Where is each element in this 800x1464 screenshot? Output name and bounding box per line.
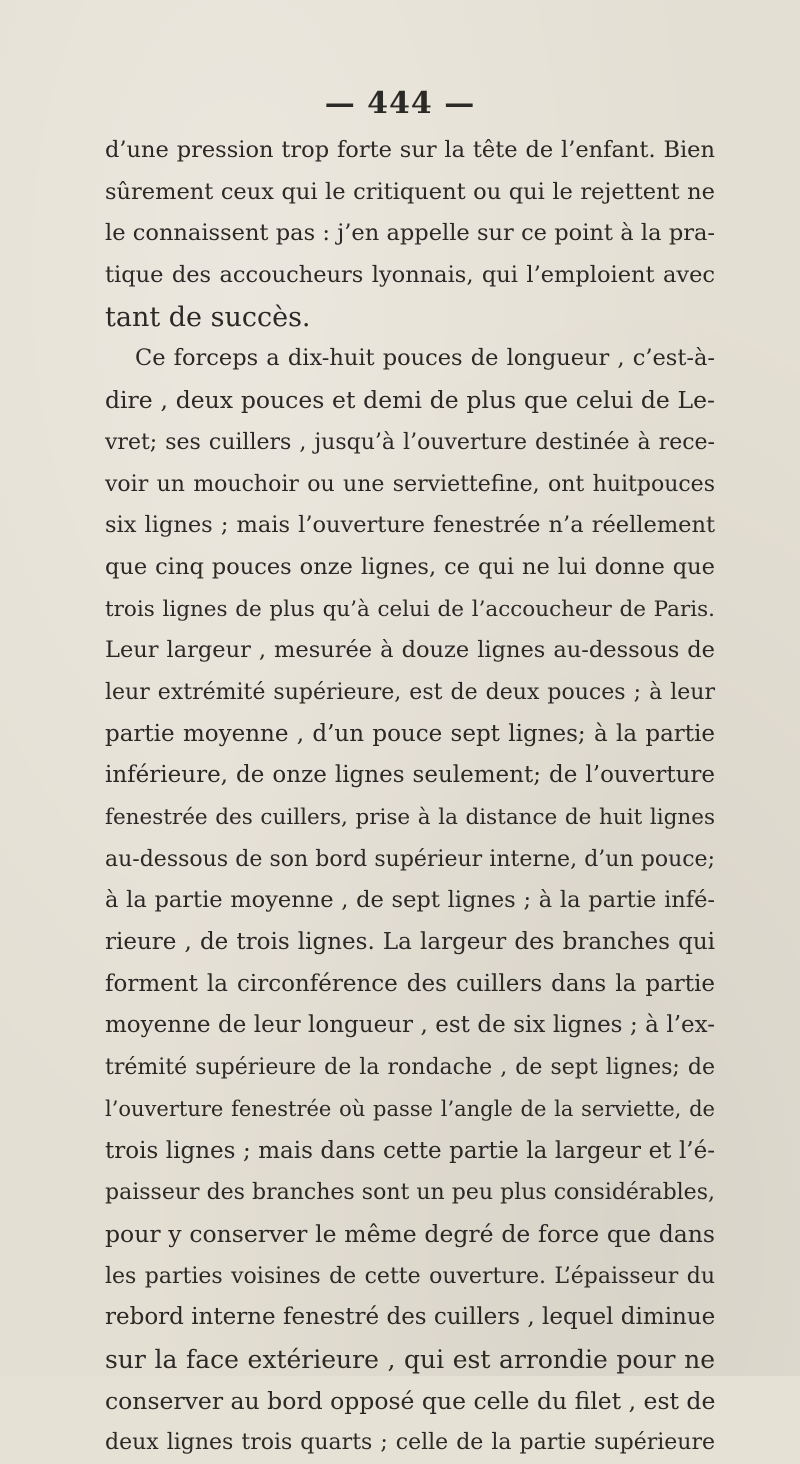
- text-line: trois lignes ; mais dans cette partie la largeur et l’é-: [105, 1137, 715, 1164]
- text-line: paisseur des branches sont un peu plus considérables,: [105, 1180, 715, 1206]
- text-line: d’une pression trop forte sur la tête de l’enfant. Bien: [105, 137, 715, 163]
- text-line: tique des accoucheurs lyonnais, qui l’emploient avec: [105, 262, 715, 289]
- text-line: moyenne de leur longueur , est de six lignes ; à l’ex-: [105, 1012, 715, 1039]
- text-line: rebord interne fenestré des cuillers , lequel diminue: [105, 1304, 716, 1331]
- text-line: le connaissent pas : j’en appelle sur ce point à la pra-: [105, 220, 715, 247]
- text-line: leur extrémité supérieure, est de deux pouces ; à leur: [105, 679, 715, 705]
- page-number: — 444 —: [324, 86, 476, 121]
- text-line: que cinq pouces onze lignes, ce qui ne lui donne que: [105, 553, 715, 580]
- text-line: deux lignes trois quarts ; celle de la partie supérieure: [105, 1430, 715, 1456]
- text-line: dire , deux pouces et demi de plus que celui de Le-: [105, 386, 715, 415]
- text-line: inférieure, de onze lignes seulement; de l’ouverture: [105, 762, 715, 789]
- text-line: Leur largeur , mesurée à douze lignes au-dessous de: [105, 637, 715, 664]
- body-text: [105, 130, 715, 1464]
- text-line: trémité supérieure de la rondache , de sept lignes; de: [105, 1055, 715, 1081]
- text-line: vret; ses cuillers , jusqu’à l’ouverture destinée à rece-: [105, 429, 715, 455]
- text-line: à la partie moyenne , de sept lignes ; à la partie infé-: [105, 887, 715, 914]
- text-line: sur la face extérieure , qui est arrondie pour ne: [105, 1344, 715, 1374]
- text-line: fenestrée des cuillers, prise à la distance de huit lignes: [105, 805, 715, 830]
- text-line: partie moyenne , d’un pouce sept lignes; à la partie: [105, 720, 715, 747]
- text-line: sûrement ceux qui le critiquent ou qui le rejettent ne: [105, 178, 715, 205]
- text-line: six lignes ; mais l’ouverture fenestrée n’a réellement: [105, 512, 715, 539]
- text-line: les parties voisines de cette ouverture. L’épaisseur du: [105, 1263, 715, 1289]
- text-line: rieure , de trois lignes. La largeur des branches qui: [105, 929, 715, 956]
- text-line: Ce forceps a dix-huit pouces de longueur , c’est-à-: [135, 345, 715, 372]
- text-line: tant de succès.: [105, 301, 311, 333]
- text-line: voir un mouchoir ou une servietteﬁne, ont huitpouces: [105, 471, 715, 497]
- text-line: pour y conserver le même degré de force que dans: [105, 1219, 715, 1248]
- text-line: forment la circonférence des cuillers dans la partie: [105, 970, 715, 997]
- text-line: au-dessous de son bord supérieur interne, d’un pouce;: [105, 846, 715, 872]
- text-line: l’ouverture fenestrée où passe l’angle de la serviette, de: [105, 1096, 715, 1121]
- text-line: trois lignes de plus qu’à celui de l’accoucheur de Paris.: [105, 596, 715, 622]
- text-line: conserver au bord opposé que celle du filet , est de: [105, 1386, 716, 1415]
